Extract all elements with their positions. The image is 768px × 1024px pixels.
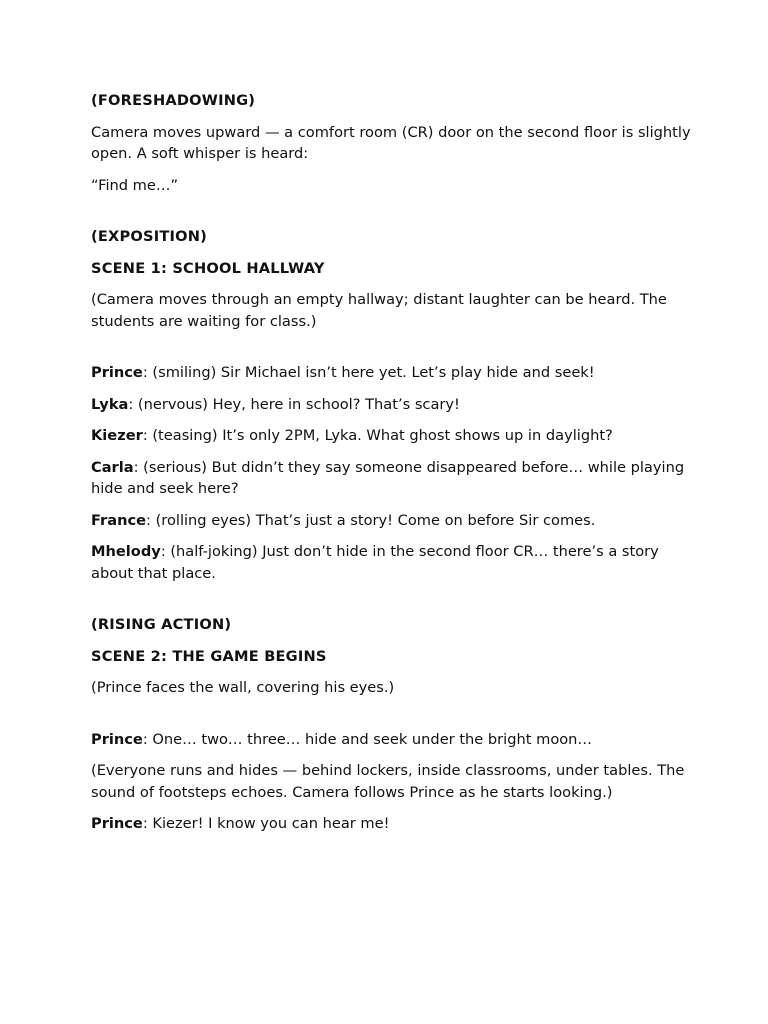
dialogue-line [91,729,691,751]
scene-2-heading: SCENE 2: THE GAME BEGINS [91,647,327,665]
dialogue-text: : One… two… three… hide and seek under the bright moon… [142,730,593,748]
dialogue-text: : (nervous) Hey, here in school? That’s scary! [128,395,460,413]
dialogue-text: : (teasing) It’s only 2PM, Lyka. What ghost shows up in daylight? [142,427,613,444]
section-gap [91,342,691,362]
dialogue-line [91,394,691,416]
dialogue-line [91,813,691,835]
dialogue-text: : Kiezer! I know you can hear me! [142,815,390,832]
rising-action-heading: (RISING ACTION) [91,616,232,633]
dialogue-text: : (serious) But didn’t they say someone disappeared before… while playing hide and seek here? [91,458,685,497]
section-gap [91,206,691,226]
dialogue-line [91,425,691,447]
section-gap [91,709,691,729]
exposition-heading: (EXPOSITION) [91,228,208,245]
speaker-name: Kiezer [91,427,143,444]
whisper-line: “Find me…” [91,176,178,194]
scene-1-heading: SCENE 1: SCHOOL HALLWAY [91,259,325,277]
speaker-name: Lyka [91,395,129,413]
speaker-name: Prince [91,815,143,832]
speaker-name: Prince [91,364,143,381]
speaker-name: Prince [91,730,143,748]
speaker-name: France [91,511,147,529]
speaker-name: Carla [91,458,134,476]
script-page [91,90,691,845]
scene-2-direction: (Prince faces the wall, covering his eyes.) [91,679,395,696]
dialogue-text: : (rolling eyes) That’s just a story! Come on before Sir comes. [146,511,596,529]
speaker-name: Mhelody [91,543,161,560]
dialogue-line [91,362,691,384]
dialogue-text: : (half-joking) Just don’t hide in the second floor CR… there’s a story about that place. [91,543,659,582]
foreshadowing-direction: Camera moves upward — a comfort room (CR) door on the second floor is slightly open. A soft whisper is heard: [91,123,691,162]
dialogue-line [91,510,691,532]
section-gap [91,594,691,614]
dialogue-text: : (smiling) Sir Michael isn’t here yet. Let’s play hide and seek! [142,364,595,381]
scene-2-action-direction: (Everyone runs and hides — behind lockers, inside classrooms, under tables. The sound of footsteps echoes. Camera follows Prince as he starts looking.) [91,762,685,801]
dialogue-line [91,457,691,500]
dialogue-line [91,541,691,584]
foreshadowing-heading: (FORESHADOWING) [91,92,256,109]
scene-1-direction: (Camera moves through an empty hallway; distant laughter can be heard. The students are waiting for class.) [91,291,667,330]
